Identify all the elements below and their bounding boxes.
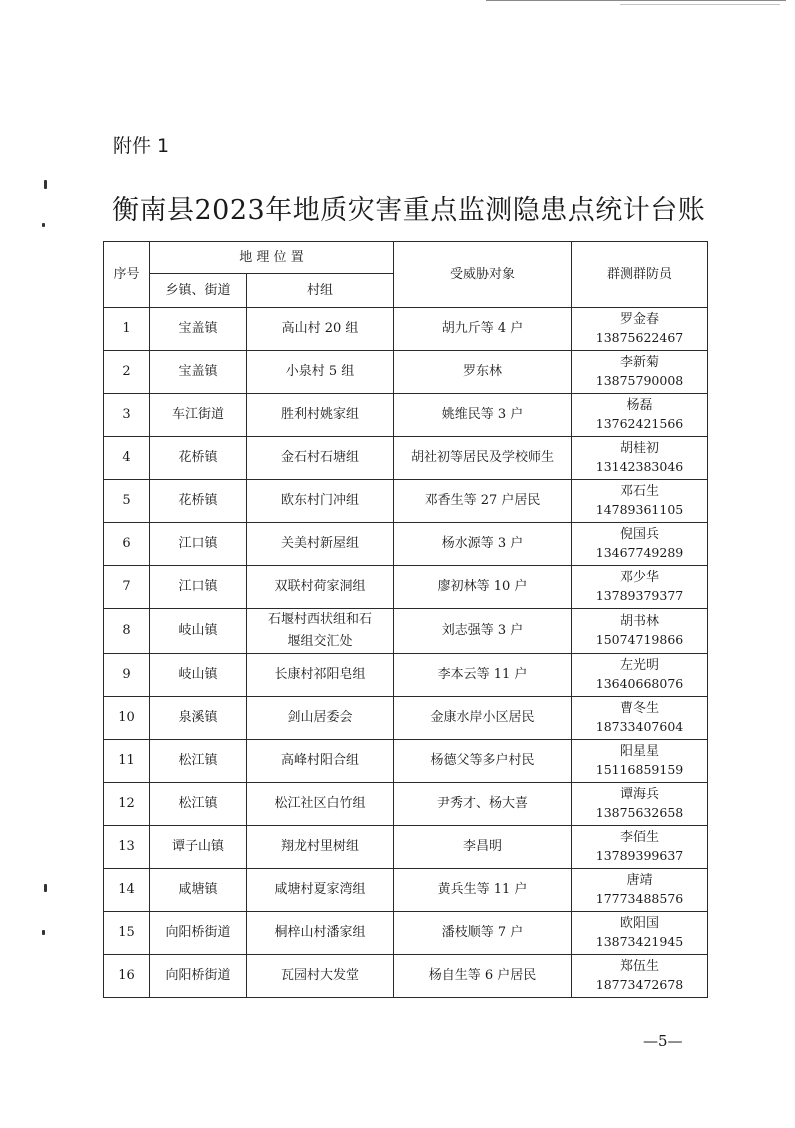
village-text: 咸塘村夏家湾组 — [274, 882, 366, 897]
cell-monitor — [572, 480, 708, 523]
table-body — [104, 308, 708, 998]
village-text: 瓦园村大发堂 — [280, 968, 359, 983]
table-header-row — [104, 242, 708, 274]
cell-village — [247, 697, 394, 740]
table-row — [104, 740, 708, 783]
monitor-phone: 13875632658 — [595, 805, 684, 820]
cell-monitor — [572, 654, 708, 697]
monitor-name: 邓少华 — [619, 570, 659, 585]
cell-village — [247, 437, 394, 480]
monitor-name: 左光明 — [619, 658, 659, 673]
monitor-name: 唐靖 — [626, 873, 653, 888]
table-row — [104, 912, 708, 955]
cell-village — [247, 783, 394, 826]
table-row — [104, 394, 708, 437]
scan-speck — [44, 180, 47, 189]
cell-seq: 6 — [104, 523, 150, 566]
monitor-phone: 17773488576 — [595, 891, 684, 906]
village-text: 关美村新屋组 — [280, 536, 359, 551]
monitor-phone: 13789399637 — [595, 848, 684, 863]
table-row — [104, 523, 708, 566]
table-row — [104, 566, 708, 609]
cell-monitor — [572, 697, 708, 740]
cell-town: 岐山镇 — [150, 609, 247, 654]
cell-seq: 14 — [104, 869, 150, 912]
village-text: 双联村荷家洞组 — [274, 579, 366, 594]
cell-threatened: 胡九斤等 4 户 — [394, 308, 572, 351]
cell-village — [247, 869, 394, 912]
header-village: 村组 — [247, 274, 394, 308]
header-threatened: 受威胁对象 — [394, 242, 572, 308]
scan-speck — [44, 884, 47, 892]
cell-town: 江口镇 — [150, 566, 247, 609]
cell-monitor — [572, 955, 708, 998]
cell-seq: 4 — [104, 437, 150, 480]
monitor-name: 谭海兵 — [619, 787, 659, 802]
village-text: 胜利村姚家组 — [280, 407, 359, 422]
monitor-name: 曹冬生 — [619, 701, 659, 716]
table-row — [104, 437, 708, 480]
header-monitor: 群测群防员 — [572, 242, 708, 308]
cell-town: 江口镇 — [150, 523, 247, 566]
cell-threatened: 杨水源等 3 户 — [394, 523, 572, 566]
cell-threatened: 罗东林 — [394, 351, 572, 394]
monitor-phone: 18733407604 — [595, 719, 684, 734]
cell-monitor — [572, 912, 708, 955]
village-text: 石堰村西状组和石堰组交汇处 — [268, 612, 373, 649]
scan-speck — [42, 223, 45, 227]
cell-village — [247, 566, 394, 609]
cell-town: 花桥镇 — [150, 437, 247, 480]
cell-seq: 7 — [104, 566, 150, 609]
village-text: 剑山居委会 — [287, 710, 353, 725]
monitor-name: 胡书林 — [619, 614, 659, 629]
village-text: 高峰村阳合组 — [280, 753, 359, 768]
cell-threatened: 刘志强等 3 户 — [394, 609, 572, 654]
village-text: 高山村 20 组 — [281, 321, 359, 336]
table-row — [104, 308, 708, 351]
cell-threatened: 杨自生等 6 户居民 — [394, 955, 572, 998]
cell-threatened: 杨德父等多户村民 — [394, 740, 572, 783]
cell-monitor — [572, 826, 708, 869]
cell-threatened: 邓香生等 27 户居民 — [394, 480, 572, 523]
cell-monitor — [572, 308, 708, 351]
cell-village — [247, 609, 394, 654]
header-town: 乡镇、街道 — [150, 274, 247, 308]
top-edge-rule — [486, 0, 786, 1]
cell-monitor — [572, 394, 708, 437]
cell-monitor — [572, 566, 708, 609]
cell-town: 宝盖镇 — [150, 351, 247, 394]
monitor-phone: 13873421945 — [595, 934, 684, 949]
cell-town: 松江镇 — [150, 740, 247, 783]
cell-town: 向阳桥街道 — [150, 912, 247, 955]
monitor-name: 杨磊 — [626, 398, 653, 413]
cell-seq: 12 — [104, 783, 150, 826]
cell-seq: 3 — [104, 394, 150, 437]
header-location: 地 理 位 置 — [150, 242, 394, 274]
monitor-name: 阳星星 — [619, 744, 659, 759]
cell-seq: 15 — [104, 912, 150, 955]
cell-monitor — [572, 869, 708, 912]
cell-monitor — [572, 523, 708, 566]
cell-seq: 9 — [104, 654, 150, 697]
table-row — [104, 826, 708, 869]
cell-seq: 13 — [104, 826, 150, 869]
monitor-name: 罗金春 — [619, 312, 659, 327]
monitor-name: 郑伍生 — [619, 959, 659, 974]
cell-town: 宝盖镇 — [150, 308, 247, 351]
monitor-phone: 15116859159 — [595, 762, 684, 777]
monitor-name: 李佰生 — [619, 830, 659, 845]
cell-seq: 11 — [104, 740, 150, 783]
village-text: 翔龙村里树组 — [280, 839, 359, 854]
table-row — [104, 783, 708, 826]
cell-threatened: 李本云等 11 户 — [394, 654, 572, 697]
cell-threatened: 廖初林等 10 户 — [394, 566, 572, 609]
monitor-name: 邓石生 — [619, 484, 659, 499]
monitor-phone: 13142383046 — [595, 459, 684, 474]
top-edge-rule-secondary — [620, 4, 780, 5]
village-text: 金石村石塘组 — [280, 450, 359, 465]
cell-village — [247, 480, 394, 523]
table-row — [104, 869, 708, 912]
cell-town: 花桥镇 — [150, 480, 247, 523]
cell-monitor — [572, 437, 708, 480]
document-title: 衡南县2023年地质灾害重点监测隐患点统计台账 — [112, 195, 706, 226]
table-row — [104, 351, 708, 394]
cell-seq: 16 — [104, 955, 150, 998]
monitor-name: 李新菊 — [619, 355, 659, 370]
cell-threatened: 金康水岸小区居民 — [394, 697, 572, 740]
cell-town: 咸塘镇 — [150, 869, 247, 912]
village-text: 桐梓山村潘家组 — [274, 925, 366, 940]
cell-village — [247, 351, 394, 394]
cell-seq: 5 — [104, 480, 150, 523]
cell-town: 车江街道 — [150, 394, 247, 437]
cell-monitor — [572, 783, 708, 826]
monitor-phone: 13640668076 — [595, 676, 684, 691]
monitor-phone: 13789379377 — [595, 588, 684, 603]
table-row — [104, 609, 708, 654]
cell-threatened: 胡社初等居民及学校师生 — [394, 437, 572, 480]
monitor-phone: 13467749289 — [595, 545, 684, 560]
monitor-phone: 18773472678 — [595, 977, 684, 992]
cell-threatened: 潘枝顺等 7 户 — [394, 912, 572, 955]
cell-town: 向阳桥街道 — [150, 955, 247, 998]
table-row — [104, 955, 708, 998]
scan-speck — [42, 930, 45, 935]
cell-seq: 1 — [104, 308, 150, 351]
cell-village — [247, 955, 394, 998]
cell-town: 松江镇 — [150, 783, 247, 826]
cell-village — [247, 826, 394, 869]
monitor-name: 倪国兵 — [619, 527, 659, 542]
hazard-ledger-table — [103, 241, 708, 998]
monitor-phone: 13762421566 — [595, 416, 684, 431]
village-text: 欧东村门冲组 — [280, 493, 359, 508]
cell-town: 泉溪镇 — [150, 697, 247, 740]
cell-monitor — [572, 740, 708, 783]
village-text: 长康村祁阳皂组 — [274, 667, 366, 682]
cell-monitor — [572, 609, 708, 654]
cell-village — [247, 654, 394, 697]
monitor-phone: 15074719866 — [595, 632, 684, 647]
monitor-name: 胡桂初 — [619, 441, 659, 456]
cell-village — [247, 523, 394, 566]
monitor-phone: 13875790008 — [595, 373, 684, 388]
cell-seq: 2 — [104, 351, 150, 394]
village-text: 小泉村 5 组 — [285, 364, 355, 379]
monitor-phone: 13875622467 — [595, 330, 684, 345]
monitor-name: 欧阳国 — [619, 916, 659, 931]
annex-label: 附件 1 — [113, 135, 170, 157]
cell-threatened: 姚维民等 3 户 — [394, 394, 572, 437]
cell-town: 谭子山镇 — [150, 826, 247, 869]
cell-threatened: 黄兵生等 11 户 — [394, 869, 572, 912]
cell-village — [247, 394, 394, 437]
village-text: 松江社区白竹组 — [274, 796, 366, 811]
table-row — [104, 654, 708, 697]
cell-village — [247, 308, 394, 351]
cell-threatened: 尹秀才、杨大喜 — [394, 783, 572, 826]
monitor-phone: 14789361105 — [595, 502, 684, 517]
cell-seq: 8 — [104, 609, 150, 654]
page-number: —5— — [643, 1032, 683, 1050]
table-row — [104, 480, 708, 523]
table-row — [104, 697, 708, 740]
cell-seq: 10 — [104, 697, 150, 740]
header-seq: 序号 — [104, 242, 150, 308]
cell-village — [247, 740, 394, 783]
cell-threatened: 李昌明 — [394, 826, 572, 869]
cell-town: 岐山镇 — [150, 654, 247, 697]
cell-monitor — [572, 351, 708, 394]
cell-village — [247, 912, 394, 955]
